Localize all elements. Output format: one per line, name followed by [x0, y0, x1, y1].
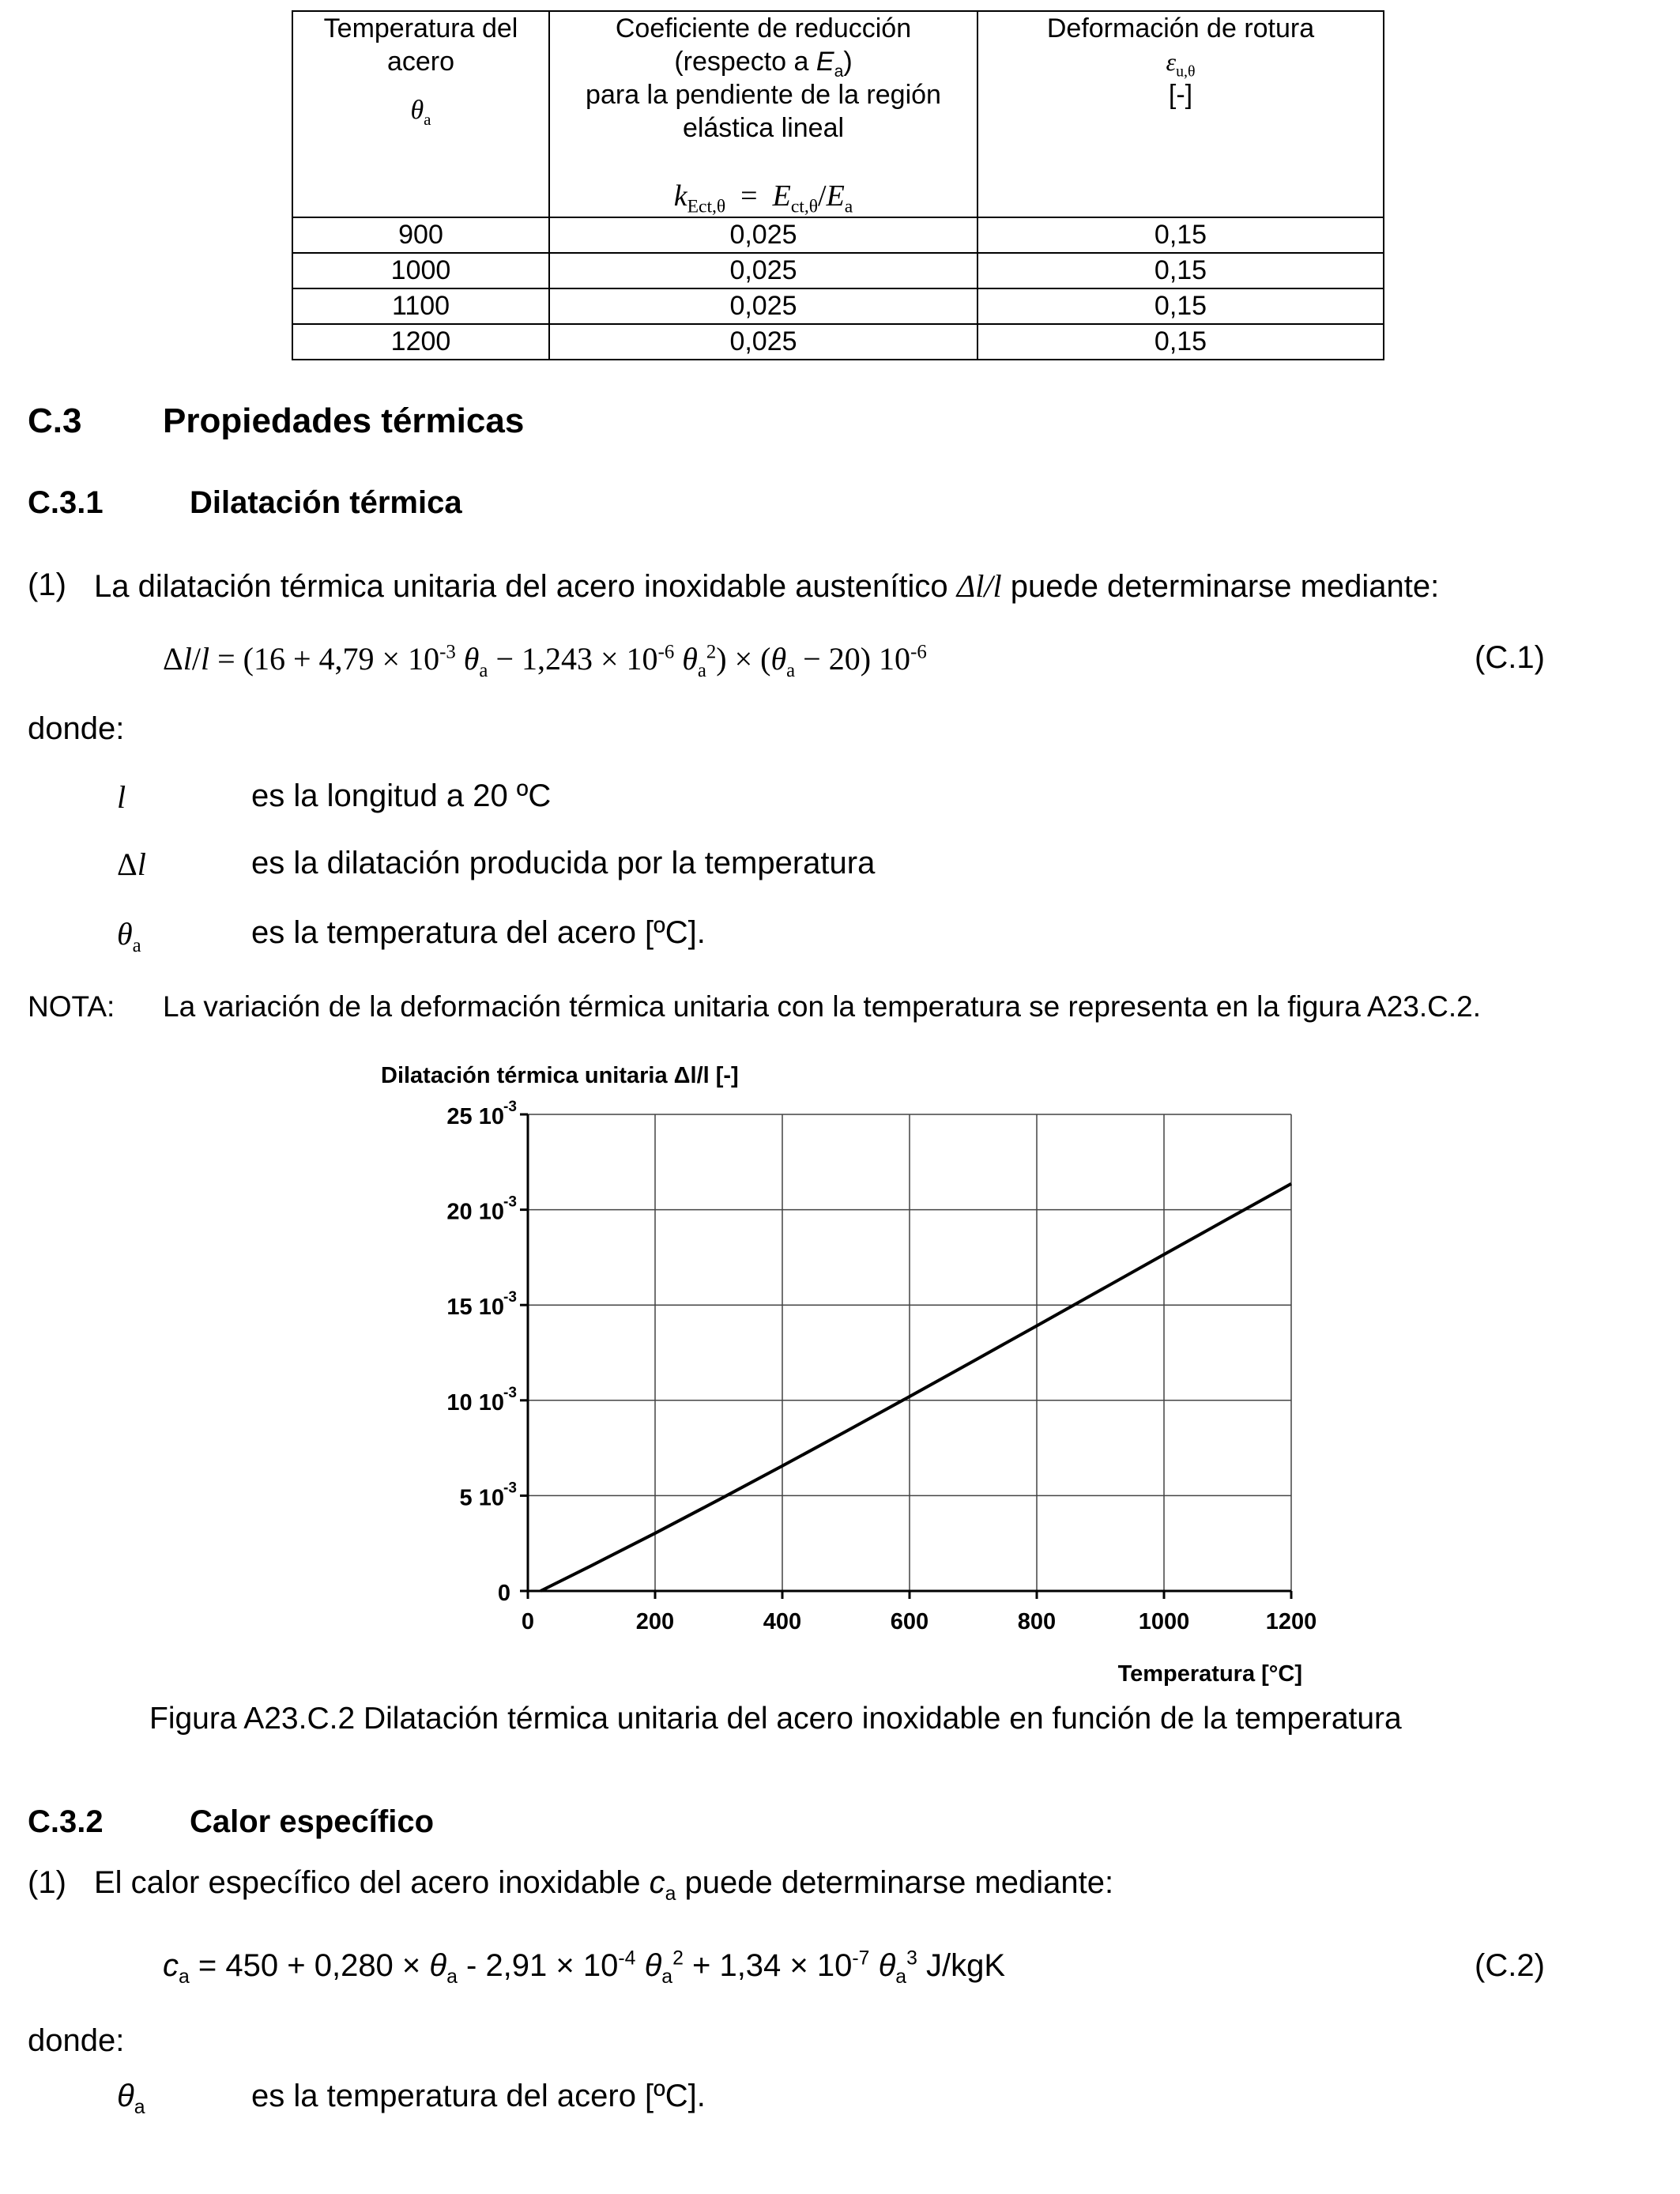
x-tick-label: 600 — [890, 1609, 929, 1634]
paragraph-text: La dilatación térmica unitaria del acero inoxidable austenítico Δl/l puede determinarse mediante: — [94, 568, 1440, 604]
def-symbol: $\theta_a$ — [117, 2079, 145, 2118]
table-cell: 0,15 — [977, 217, 1384, 253]
y-tick-label: 20 10 — [446, 1199, 504, 1225]
x-axis-label: Temperatura [°C] — [1117, 1661, 1302, 1687]
figure-caption: Figura A23.C.2 Dilatación térmica unitaria del acero inoxidable en función de la temperatura — [149, 1702, 1402, 1736]
subsection-title: Dilatación térmica — [190, 485, 462, 520]
header-line: elástica lineal — [682, 113, 845, 143]
header-line: acero — [386, 47, 455, 77]
x-tick-label: 800 — [1017, 1609, 1057, 1634]
table-cell: 0,025 — [549, 217, 977, 253]
x-tick-label: 200 — [635, 1609, 675, 1634]
x-tick-label: 1000 — [1138, 1609, 1190, 1634]
x-tick-label: 400 — [763, 1609, 802, 1634]
thermal-strain-chart — [363, 1047, 1328, 1695]
y-tick-label: 15 10 — [446, 1295, 504, 1321]
header-formula: $k_{Ect,\theta} = E_{ct,\theta}/E_a$ — [673, 179, 853, 217]
section-title: Propiedades térmicas — [163, 401, 525, 440]
subsection-number: C.3.2 — [28, 1804, 104, 1839]
header-ultimate-strain — [977, 11, 1384, 217]
def-text: es la temperatura del acero [ºC]. — [251, 2079, 706, 2113]
table-cell: 1200 — [292, 324, 549, 360]
donde-label: donde: — [28, 2023, 125, 2058]
y-tick-exponent: -3 — [503, 1480, 517, 1497]
paragraph-text: El calor específico del acero inoxidable $c_a$ puede determinarse mediante: — [94, 1865, 1114, 1905]
subsection-number: C.3.1 — [28, 485, 104, 520]
table-cell: 0,15 — [977, 324, 1384, 360]
table-row — [292, 288, 1384, 324]
def-text: es la dilatación producida por la temperatura — [251, 846, 876, 880]
table-cell: 1100 — [292, 288, 549, 324]
note-label: NOTA: — [28, 990, 115, 1023]
table-cell: 0,15 — [977, 288, 1384, 324]
x-tick-label: 0 — [521, 1609, 535, 1634]
header-line: (respecto a $E_a$) — [674, 47, 853, 81]
table-cell: 0,025 — [549, 324, 977, 360]
y-tick-exponent: -3 — [503, 1384, 517, 1401]
donde-label: donde: — [28, 711, 125, 746]
table-cell: 0,15 — [977, 253, 1384, 288]
table-header-row — [292, 11, 1384, 217]
header-unit: [-] — [1168, 80, 1193, 110]
header-line: para la pendiente de la región — [586, 80, 941, 110]
header-line: Coeficiente de reducción — [615, 13, 912, 43]
x-tick-label: 1200 — [1265, 1609, 1317, 1634]
series-line — [541, 1184, 1291, 1591]
table-row — [292, 253, 1384, 288]
def-symbol: Δl — [117, 846, 146, 882]
y-tick-label: 25 10 — [446, 1104, 504, 1129]
header-temperature — [292, 11, 549, 217]
y-tick-exponent: -3 — [503, 1193, 517, 1211]
table-cell: 1000 — [292, 253, 549, 288]
header-reduction-coefficient — [549, 11, 977, 217]
table-cell: 900 — [292, 217, 549, 253]
y-tick-label: 0 — [497, 1581, 510, 1606]
table-row — [292, 324, 1384, 360]
formula-ref-c2: (C.2) — [1475, 1948, 1545, 1983]
subsection-title: Calor específico — [190, 1804, 435, 1839]
def-symbol: $\theta_a$ — [117, 916, 141, 956]
header-line: Temperatura del — [323, 13, 518, 43]
header-symbol: $\varepsilon_{u,\theta}$ — [1166, 47, 1196, 81]
y-tick-label: 5 10 — [459, 1485, 504, 1511]
formula-c2: $c_a = 450 + 0,280 \times \theta_a - 2,91 \times 10^{-4}$ $\theta_a^2 + 1,34 \times 10^{-7}$ $\theta_a^3$ J/kgK — [163, 1947, 1006, 1988]
y-tick-label: 10 10 — [446, 1389, 504, 1416]
def-text: es la temperatura del acero [ºC]. — [251, 915, 706, 950]
y-tick-exponent: -3 — [503, 1289, 517, 1306]
def-symbol: l — [117, 779, 126, 815]
paragraph-number: (1) — [28, 567, 66, 602]
formula-ref-c1: (C.1) — [1475, 640, 1545, 675]
paragraph-number: (1) — [28, 1865, 66, 1900]
header-line: Deformación de rotura — [1046, 13, 1315, 43]
y-tick-exponent: -3 — [503, 1099, 517, 1115]
table-cell: 0,025 — [549, 288, 977, 324]
properties-table — [292, 10, 1384, 360]
table-cell: 0,025 — [549, 253, 977, 288]
section-number: C.3 — [28, 401, 82, 440]
def-text: es la longitud a 20 ºC — [251, 778, 552, 813]
y-axis-label: Dilatación térmica unitaria Δl/l [-] — [381, 1063, 739, 1088]
header-symbol: $\theta_a$ — [410, 96, 431, 129]
formula-c1: $\Delta l/l = (16 + 4,79 \times 10^{-3}$ $\theta_a - 1,243 \times 10^{-6}$ $\theta_a^2) \times (\theta_a - 20)$ $10^{-6}$ — [163, 641, 927, 681]
table-row — [292, 217, 1384, 253]
note-text: La variación de la deformación térmica unitaria con la temperatura se representa en la figura A23.C.2. — [163, 990, 1481, 1023]
